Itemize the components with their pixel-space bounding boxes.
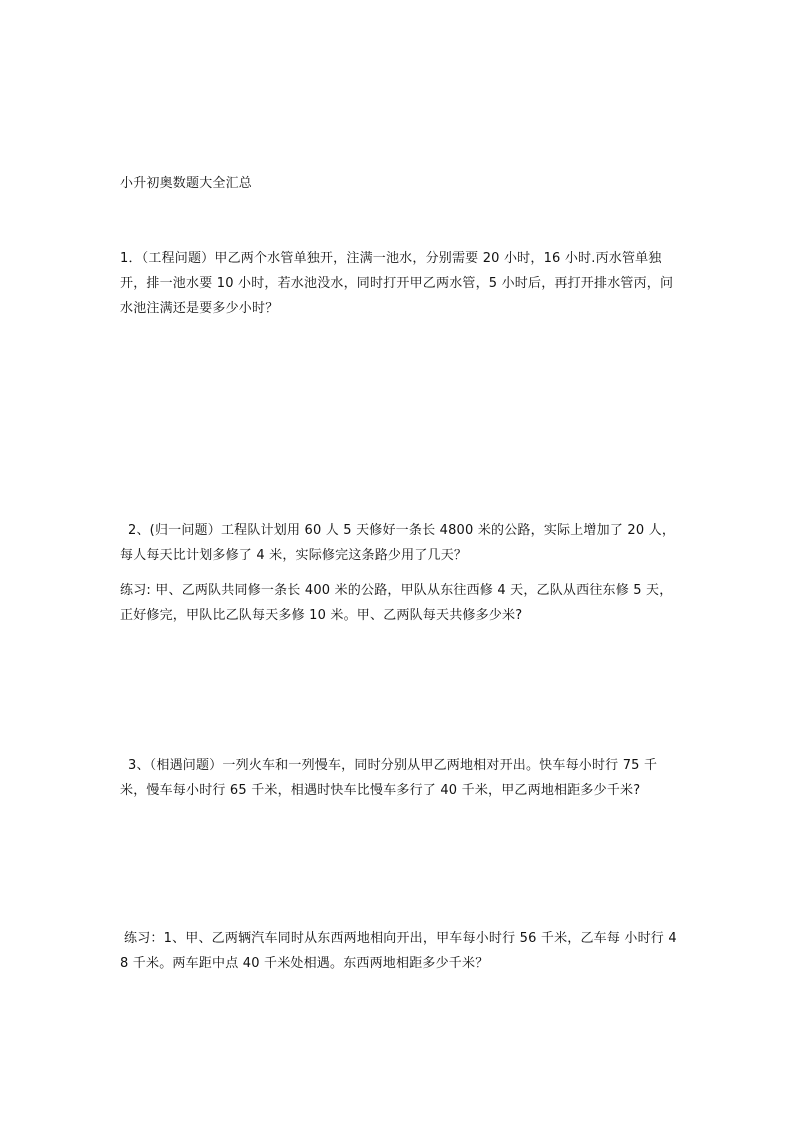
question-1-text: 1．（工程问题）甲乙两个水管单独开，注满一池水，分别需要 20 小时，16 小时.丙水管单独开，排一池水要 10 小时，若水池没水，同时打开甲乙两水管，5 小时后，再打开排水管丙，问水池注满还是要多少小时？ <box>120 251 674 316</box>
question-3-text: 3、（相遇问题）一列火车和一列慢车，同时分别从甲乙两地相对开出。快车每小时行 75 千米，慢车每小时行 65 千米，相遇时快车比慢车多行了 40 千米，甲乙两地相距多少千米? <box>120 758 658 798</box>
document-title: 小升初奥数题大全汇总 <box>120 176 253 191</box>
question-2-text: 2、(归一问题）工程队计划用 60 人 5 天修好一条长 4800 米的公路，实际上增加了 20 人，每人每天比计划多修了 4 米，实际修完这条路少用了几天？ <box>120 523 676 563</box>
question-3-practice: 练习：1、甲、乙两辆汽车同时从东西两地相向开出，甲车每小时行 56 千米，乙车每 小时行 48 千米。两车距中点 40 千米处相遇。东西两地相距多少千米？ <box>120 931 677 971</box>
question-2-practice: 练习: 甲、乙两队共同修一条长 400 米的公路，甲队从东往西修 4 天，乙队从西往东修 5 天，正好修完，甲队比乙队每天多修 10 米。甲、乙两队每天共修多少米? <box>120 583 673 623</box>
